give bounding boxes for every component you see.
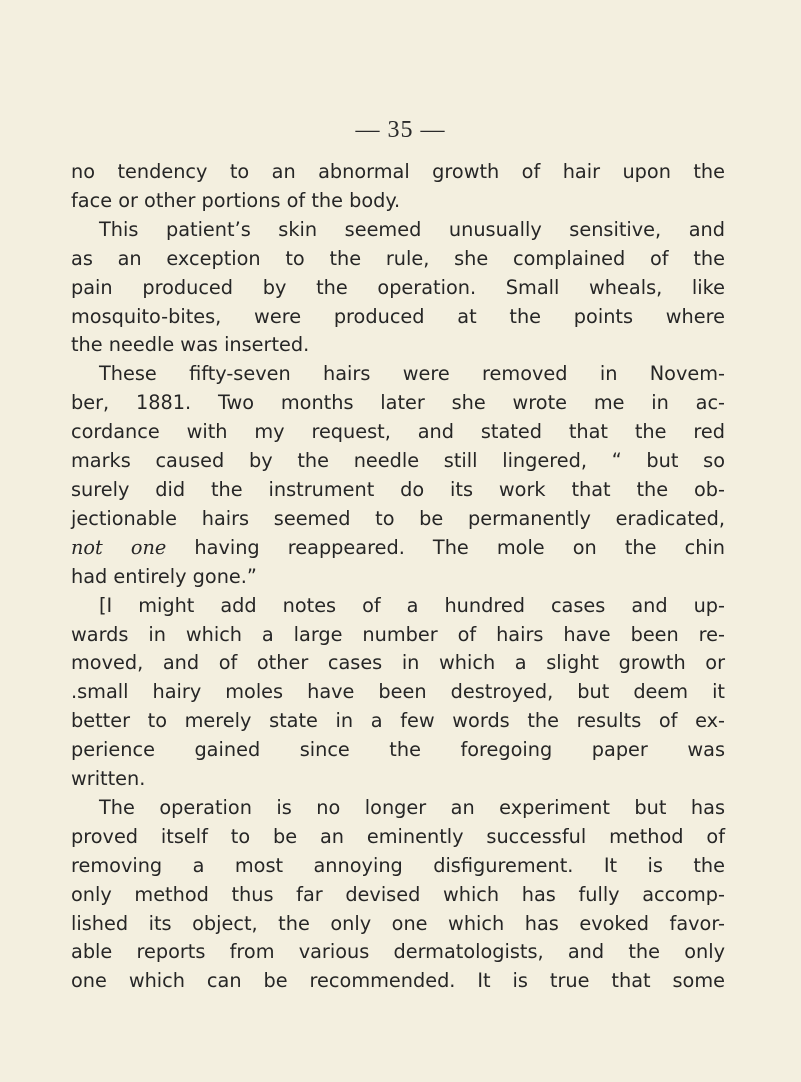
text-line: .small hairy moles have been destroyed, but deem it	[71, 680, 725, 704]
text-line: better to merely state in a few words the results of ex-	[71, 709, 725, 733]
text-line: wards in which a large number of hairs have been re-	[71, 622, 725, 646]
text-line: proved itself to be an eminently successful method of	[71, 824, 725, 848]
text-line: the needle was inserted.	[71, 333, 310, 357]
text-line: no tendency to an abnormal growth of hair upon the	[71, 160, 725, 183]
italic-emphasis: not one	[71, 535, 167, 559]
paragraph-start-line: [I might add notes of a hundred cases and up-	[99, 593, 725, 617]
page-number: — 35 —	[355, 117, 446, 143]
text-line: as an exception to the rule, she complained of the	[71, 246, 725, 270]
text-line: face or other portions of the body.	[71, 188, 401, 212]
paragraph-start-line: The operation is no longer an experiment but has	[99, 795, 725, 819]
text-line: had entirely gone.”	[71, 564, 257, 588]
text-line: able reports from various dermatologists, and the only	[71, 940, 725, 964]
paragraph-start-line: These fifty-seven hairs were removed in Novem-	[99, 362, 725, 386]
text-line: marks caused by the needle still lingered, “ but so	[71, 449, 725, 473]
text-line: perience gained since the foregoing paper was	[71, 738, 725, 762]
text-line: mosquito-bites, were produced at the points where	[71, 304, 725, 328]
text-line: pain produced by the operation. Small wheals, like	[71, 275, 725, 299]
text-line	[71, 534, 725, 563]
text-line: removing a most annoying disfigurement. It is the	[71, 853, 725, 877]
text-line: moved, and of other cases in which a slight growth or	[71, 651, 725, 675]
text-line: only method thus far devised which has fully accomp-	[71, 882, 725, 906]
paragraph-start-line: This patient’s skin seemed unusually sensitive, and	[99, 217, 725, 241]
text-line: written.	[71, 767, 146, 791]
text-line: one which can be recommended. It is true that some	[71, 969, 725, 993]
text-line: ber, 1881. Two months later she wrote me in ac-	[71, 391, 725, 415]
text-line: lished its object, the only one which has evoked favor-	[71, 911, 725, 935]
text-line: cordance with my request, and stated that the red	[71, 420, 725, 444]
text-fragment: having reappeared. The mole on the chin	[166, 535, 726, 559]
text-line: surely did the instrument do its work that the ob-	[71, 477, 725, 501]
body-text	[71, 158, 725, 996]
text-line: jectionable hairs seemed to be permanently eradicated,	[71, 506, 725, 530]
